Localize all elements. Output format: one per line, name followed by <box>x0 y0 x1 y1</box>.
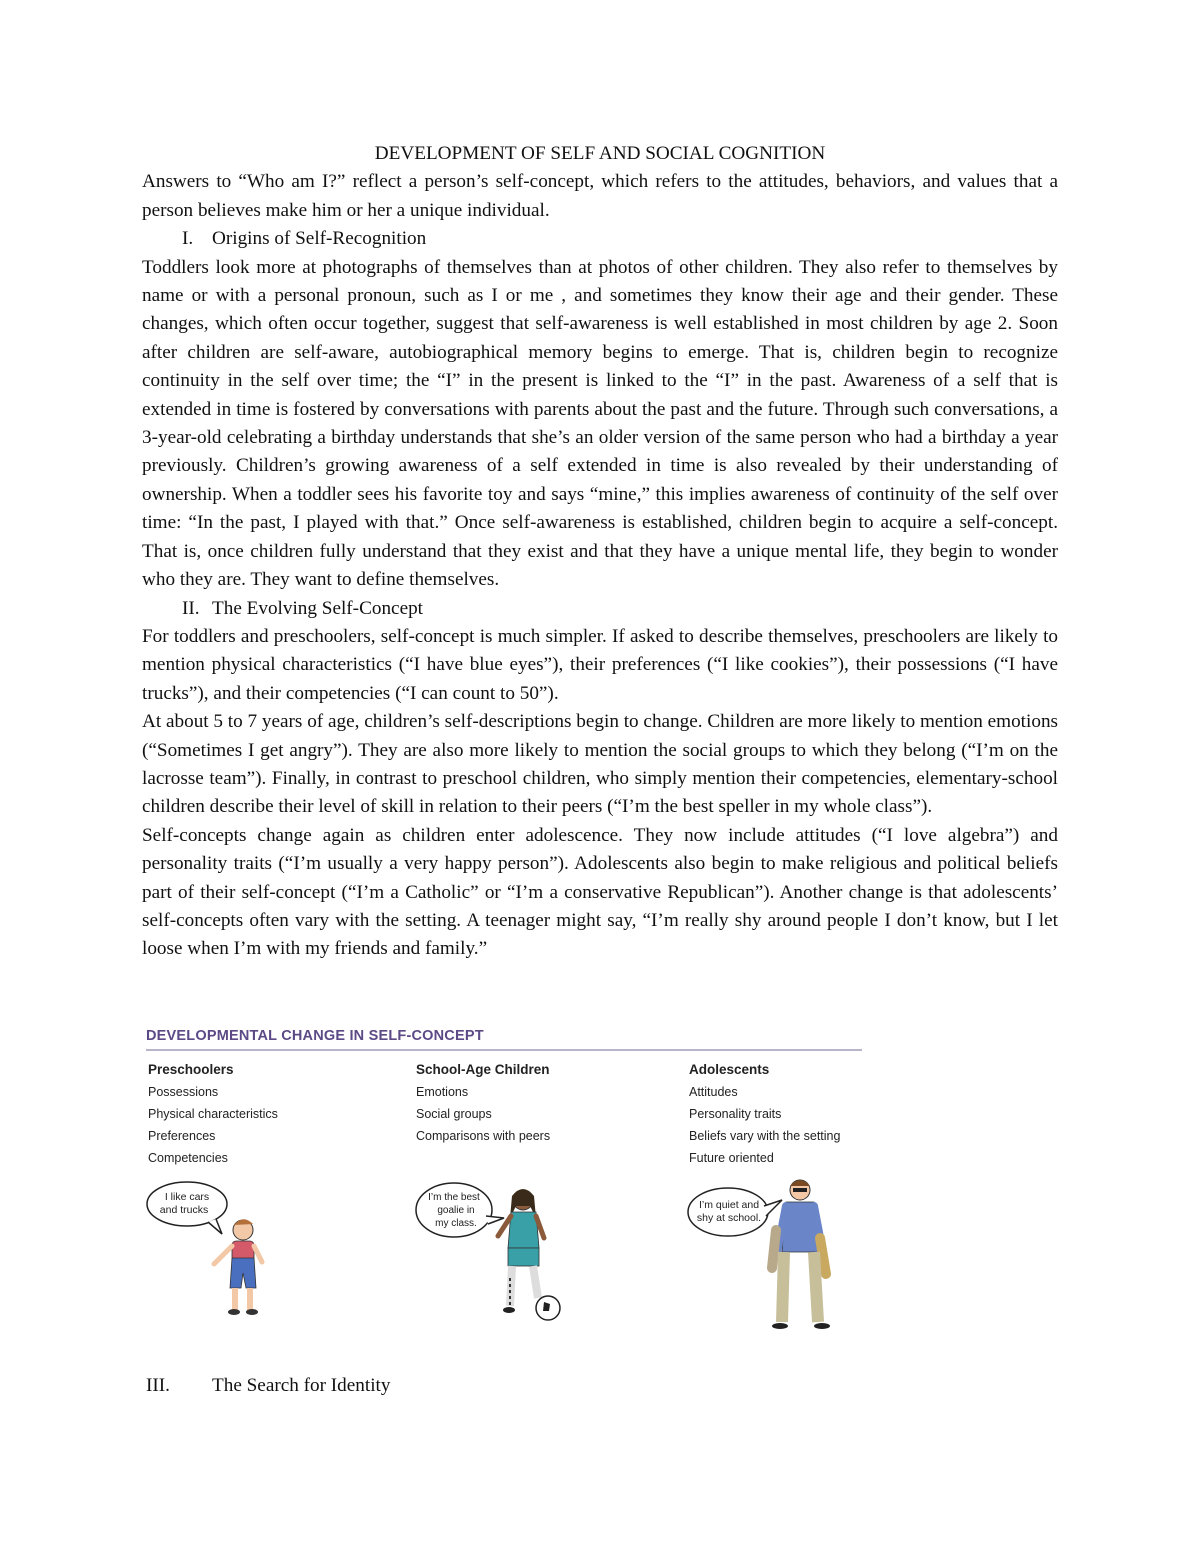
section-3-heading <box>146 1372 390 1400</box>
bubble-text: I’m the best <box>428 1192 480 1203</box>
section-3-title: The Search for Identity <box>212 1375 391 1396</box>
column-heading: Adolescents <box>689 1062 770 1077</box>
bubble-text: I’m quiet and <box>698 1199 760 1211</box>
list-item: Preferences <box>148 1129 216 1143</box>
list-item: Emotions <box>416 1085 469 1099</box>
section-2-number: II. <box>182 597 200 619</box>
bubble-text: my class. <box>435 1218 477 1229</box>
section-2-paragraph-2: At about 5 to 7 years of age, children’s self-descriptions begin to change. Children are more likely to mention emotions (“Sometimes I get angry”). They are also more likely to mention the social groups to which they belong (“I’m on the lacrosse team”). Finally, in contrast to preschool children, who simply mention their competencies, elementary-school children describe their level of skill in relation to their peers (“I’m the best speller in my whole class”). <box>142 711 1058 818</box>
list-item: Comparisons with peers <box>416 1129 551 1143</box>
self-concept-figure <box>146 1026 862 1338</box>
list-item: Physical characteristics <box>148 1107 278 1121</box>
section-2-title: The Evolving Self-Concept <box>212 597 424 619</box>
list-item: Attitudes <box>689 1085 738 1099</box>
column-school-age-children <box>416 1059 550 1147</box>
section-1-heading <box>142 225 1058 253</box>
section-3-number: III. <box>146 1375 170 1396</box>
figure-illustrations <box>146 1178 862 1338</box>
bubble-text: goalie in <box>437 1205 475 1216</box>
list-item: Competencies <box>148 1151 228 1165</box>
section-2-paragraph-3: Self-concepts change again as children enter adolescence. They now include attitudes (“I love algebra”) and personality traits (“I’m usually a very happy person”). Adolescents also begin to make religious and political beliefs part of their self-concept (“I’m a Catholic” or “I’m a conservative Republican”). Another change is that adolescents’ self-concepts often vary with the setting. A teenager might say, “I’m really shy around people I don’t know, but I let loose when I’m with my friends and family.” <box>142 824 1058 960</box>
figure-title: DEVELOPMENTAL CHANGE IN SELF-CONCEPT <box>146 1028 484 1044</box>
list-item: Possessions <box>148 1085 219 1099</box>
speech-bubble-school-age <box>416 1183 504 1237</box>
list-item: Social groups <box>416 1107 492 1121</box>
list-item: Personality traits <box>689 1107 782 1121</box>
section-1-number: I. <box>182 228 194 250</box>
speech-bubble-adolescent <box>688 1188 782 1236</box>
bubble-text: I like cars <box>164 1191 210 1203</box>
column-preschoolers <box>148 1059 278 1169</box>
intro-paragraph: Answers to “Who am I?” reflect a person’s self-concept, which refers to the attitudes, behaviors, and values that a person believes make him or her a unique individual. <box>142 171 1058 221</box>
bubble-text: shy at school. <box>696 1212 762 1224</box>
section-2-heading <box>142 595 1058 623</box>
bubble-text: and trucks <box>159 1204 209 1216</box>
column-heading: School-Age Children <box>416 1062 550 1077</box>
speech-bubble-preschooler <box>147 1182 227 1234</box>
list-item: Beliefs vary with the setting <box>689 1129 841 1143</box>
document-body <box>142 140 1058 964</box>
list-item: Future oriented <box>689 1151 774 1165</box>
column-adolescents <box>689 1059 840 1169</box>
school-age-illustration <box>498 1189 560 1320</box>
section-1-paragraph: Toddlers look more at photographs of themselves than at photos of other children. They also refer to themselves by name or with a personal pronoun, such as I or me , and sometimes they know their age and their gender. These changes, which often occur together, suggest that self-awareness is well established in most children by age 2. Soon after children are self-aware, autobiographical memory begins to emerge. That is, children begin to recognize continuity in the self over time; the “I” in the present is linked to the “I” in the past. Awareness of a self that is extended in time is fostered by conversations with parents about the past and the future. Through such conversations, a 3-year-old celebrating a birthday understands that she’s an older version of the same person who had a birthday a year previously. Children’s growing awareness of a self extended in time is also revealed by their understanding of ownership. When a toddler sees his favorite toy and says “mine,” this implies awareness of continuity of the self over time: “In the past, I played with that.” Once self-awareness is established, children begin to acquire a self-concept. That is, once children fully understand that they exist and that they have a unique mental life, they begin to wonder who they are. They want to define themselves. <box>142 256 1058 591</box>
section-1-title: Origins of Self-Recognition <box>212 228 427 250</box>
section-2-paragraph-1: For toddlers and preschoolers, self-concept is much simpler. If asked to describe themselves, preschoolers are likely to mention physical characteristics (“I have blue eyes”), their preferences (“I like cookies”), their possessions (“I have trucks”), and their competencies (“I can count to 50”). <box>142 625 1058 704</box>
column-heading: Preschoolers <box>148 1062 234 1077</box>
document-title: DEVELOPMENT OF SELF AND SOCIAL COGNITION <box>374 143 826 164</box>
